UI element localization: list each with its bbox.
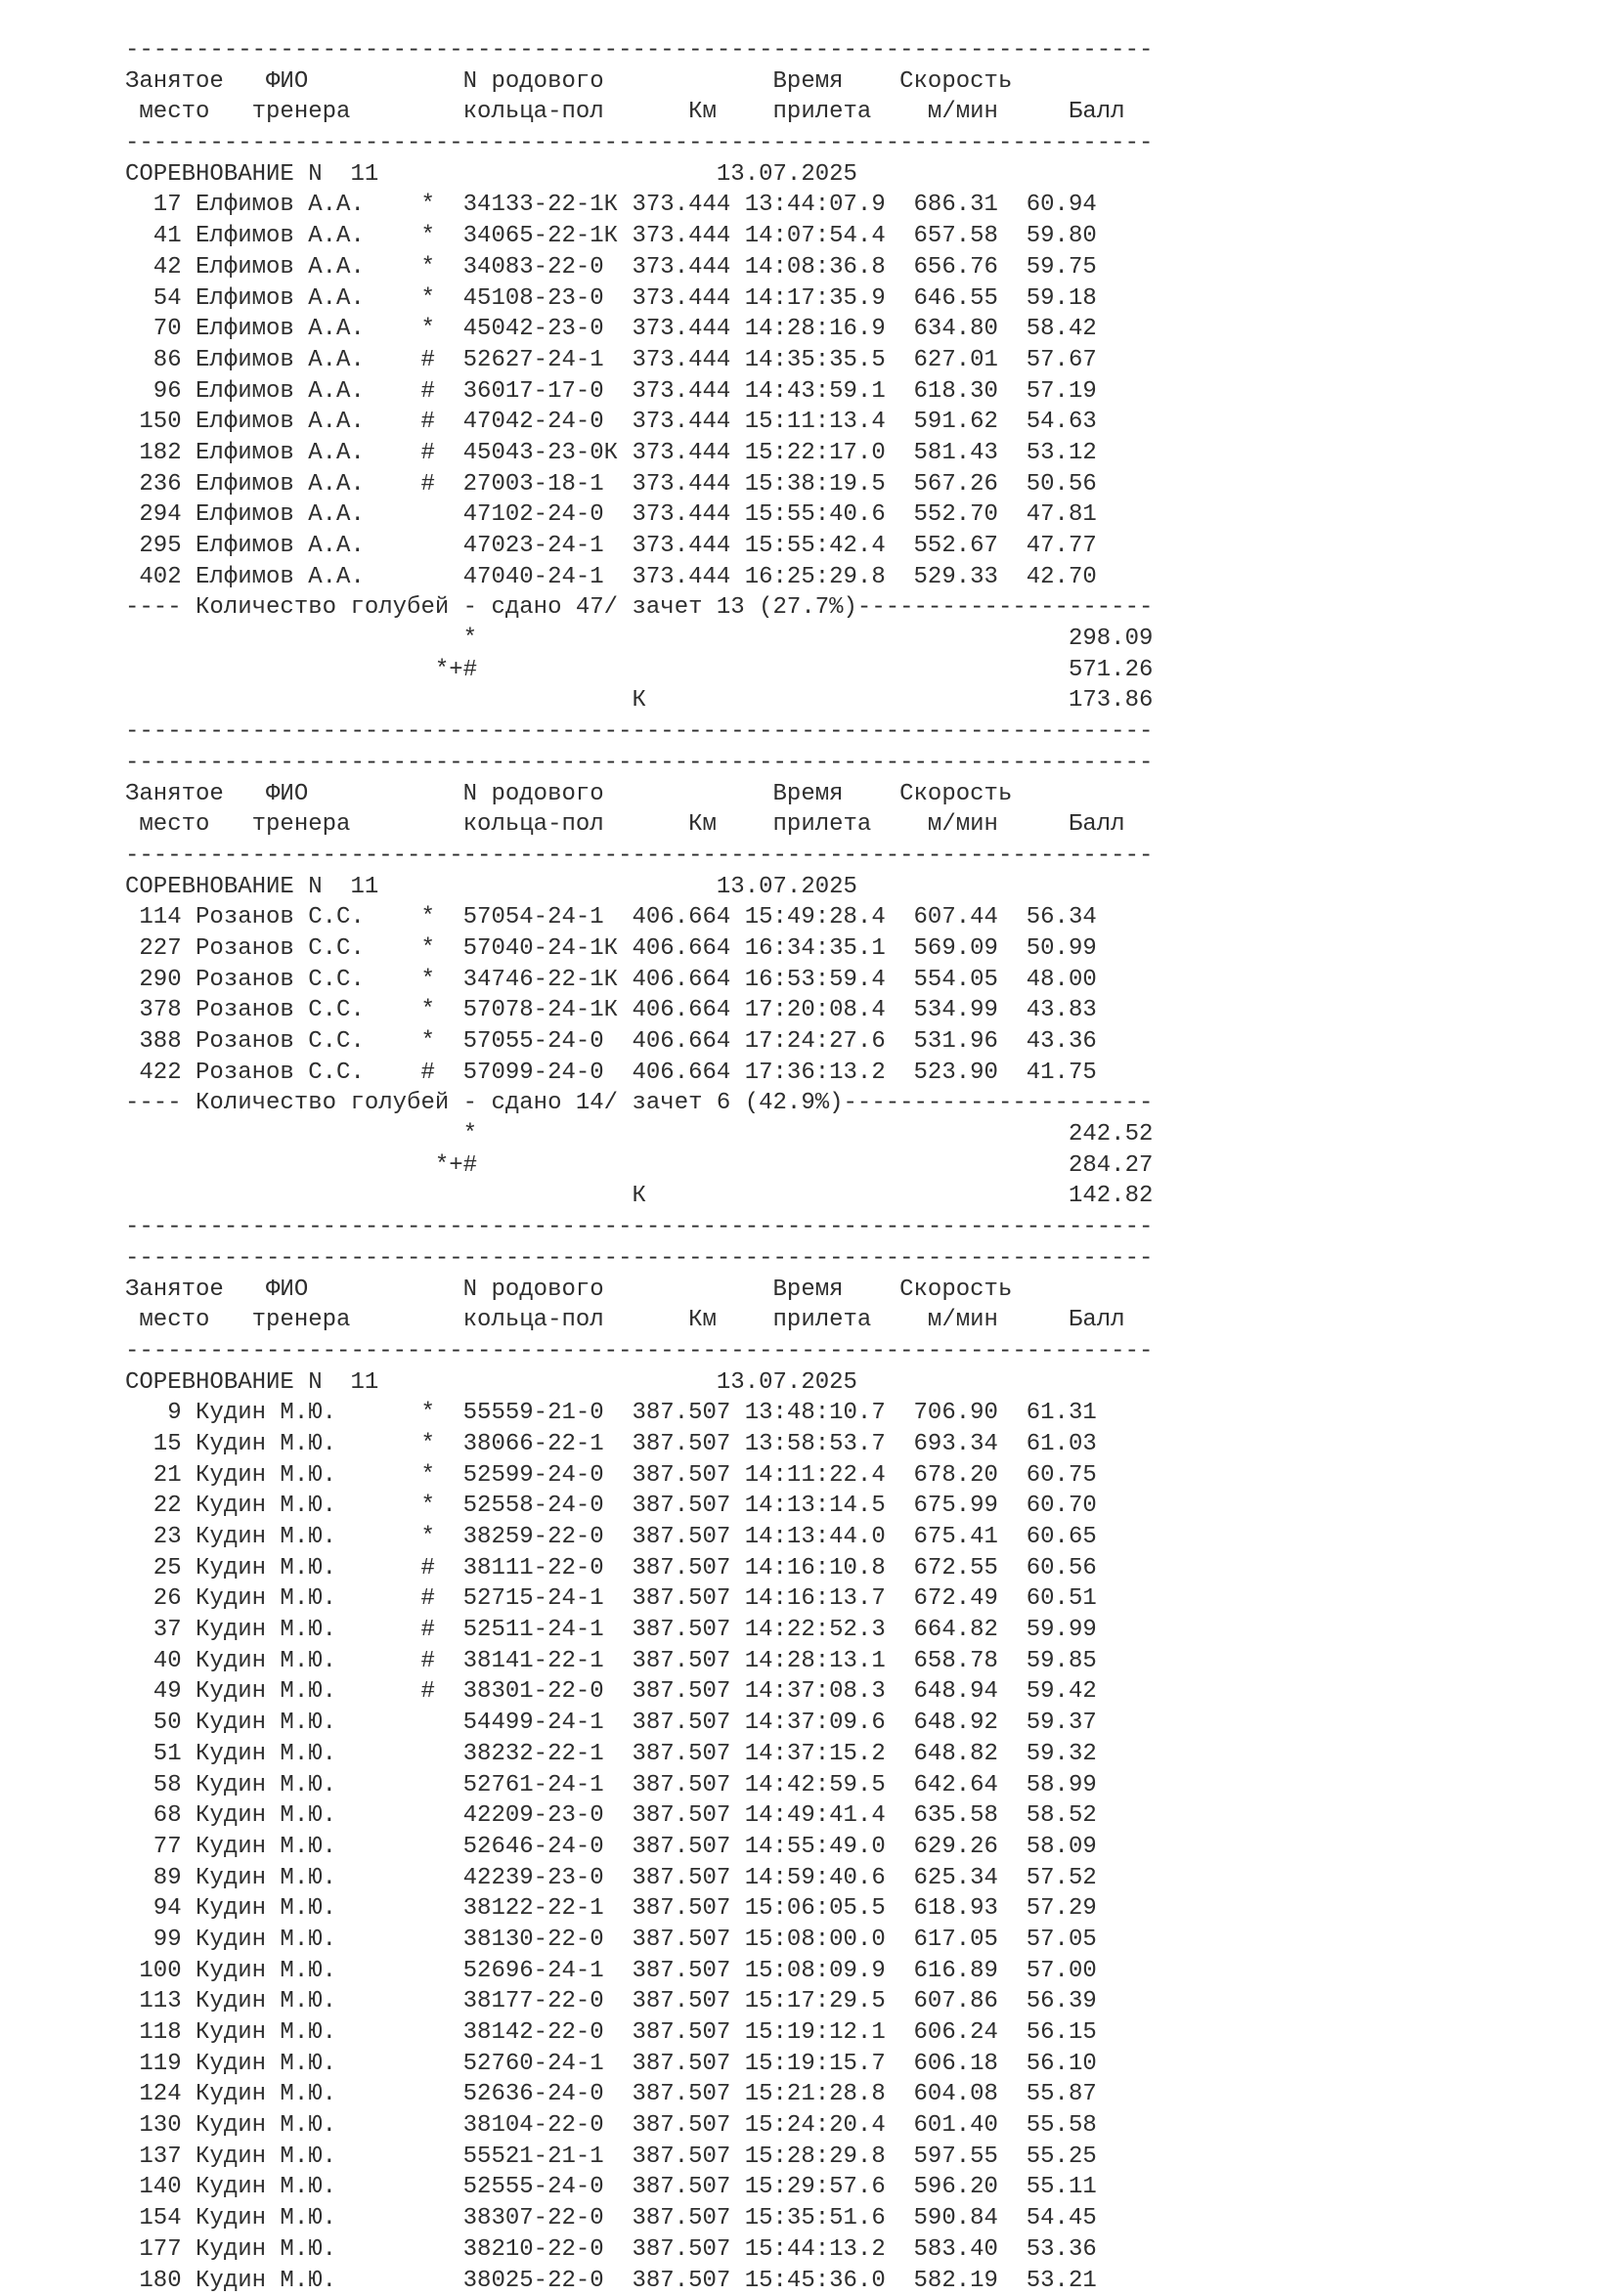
total-line: К 142.82	[125, 1181, 1153, 1212]
competition-line: СОРЕВНОВАНИЕ N 11 13.07.2025	[125, 872, 1153, 903]
result-row: 70 Елфимов А.А. * 45042-23-0 373.444 14:28:16.9 634.80 58.42	[125, 314, 1153, 345]
divider: -------------------------------------------------------------------------	[125, 1336, 1153, 1367]
result-row: 295 Елфимов А.А. 47023-24-1 373.444 15:55:42.4 552.67 47.77	[125, 531, 1153, 562]
competition-line: СОРЕВНОВАНИЕ N 11 13.07.2025	[125, 1367, 1153, 1399]
result-row: 182 Елфимов А.А. # 45043-23-0К 373.444 15:22:17.0 581.43 53.12	[125, 438, 1153, 469]
result-row: 15 Кудин М.Ю. * 38066-22-1 387.507 13:58:53.7 693.34 61.03	[125, 1429, 1153, 1460]
divider: -------------------------------------------------------------------------	[125, 1243, 1153, 1275]
section-summary: ---- Количество голубей - сдано 47/ зачет 13 (27.7%)---------------------	[125, 592, 1153, 624]
result-row: 236 Елфимов А.А. # 27003-18-1 373.444 15:38:19.5 567.26 50.56	[125, 469, 1153, 500]
result-row: 51 Кудин М.Ю. 38232-22-1 387.507 14:37:15.2 648.82 59.32	[125, 1739, 1153, 1770]
total-line: *+# 571.26	[125, 655, 1153, 686]
result-row: 96 Елфимов А.А. # 36017-17-0 373.444 14:43:59.1 618.30 57.19	[125, 376, 1153, 408]
column-header-line-1: Занятое ФИО N родового Время Скорость	[125, 779, 1153, 810]
column-header-line-2: место тренера кольца-пол Км прилета м/мин Балл	[125, 97, 1153, 128]
result-row: 9 Кудин М.Ю. * 55559-21-0 387.507 13:48:10.7 706.90 61.31	[125, 1398, 1153, 1429]
result-row: 227 Розанов С.С. * 57040-24-1К 406.664 16:34:35.1 569.09 50.99	[125, 933, 1153, 965]
result-row: 40 Кудин М.Ю. # 38141-22-1 387.507 14:28:13.1 658.78 59.85	[125, 1646, 1153, 1677]
result-row: 21 Кудин М.Ю. * 52599-24-0 387.507 14:11:22.4 678.20 60.75	[125, 1460, 1153, 1492]
result-row: 42 Елфимов А.А. * 34083-22-0 373.444 14:08:36.8 656.76 59.75	[125, 252, 1153, 283]
result-row: 26 Кудин М.Ю. # 52715-24-1 387.507 14:16:13.7 672.49 60.51	[125, 1583, 1153, 1615]
column-header-line-2: место тренера кольца-пол Км прилета м/мин Балл	[125, 1305, 1153, 1336]
result-row: 118 Кудин М.Ю. 38142-22-0 387.507 15:19:12.1 606.24 56.15	[125, 2017, 1153, 2049]
result-row: 114 Розанов С.С. * 57054-24-1 406.664 15:49:28.4 607.44 56.34	[125, 902, 1153, 933]
result-row: 388 Розанов С.С. * 57055-24-0 406.664 17:24:27.6 531.96 43.36	[125, 1026, 1153, 1058]
result-row: 25 Кудин М.Ю. # 38111-22-0 387.507 14:16:10.8 672.55 60.56	[125, 1553, 1153, 1584]
total-line: К 173.86	[125, 685, 1153, 716]
result-row: 100 Кудин М.Ю. 52696-24-1 387.507 15:08:09.9 616.89 57.00	[125, 1956, 1153, 1987]
result-row: 124 Кудин М.Ю. 52636-24-0 387.507 15:21:28.8 604.08 55.87	[125, 2079, 1153, 2110]
result-row: 86 Елфимов А.А. # 52627-24-1 373.444 14:35:35.5 627.01 57.67	[125, 345, 1153, 376]
result-row: 402 Елфимов А.А. 47040-24-1 373.444 16:25:29.8 529.33 42.70	[125, 562, 1153, 593]
result-row: 137 Кудин М.Ю. 55521-21-1 387.507 15:28:29.8 597.55 55.25	[125, 2142, 1153, 2173]
section-summary: ---- Количество голубей - сдано 14/ зачет 6 (42.9%)----------------------	[125, 1088, 1153, 1119]
result-row: 154 Кудин М.Ю. 38307-22-0 387.507 15:35:51.6 590.84 54.45	[125, 2203, 1153, 2234]
result-row: 99 Кудин М.Ю. 38130-22-0 387.507 15:08:00.0 617.05 57.05	[125, 1925, 1153, 1956]
results-document	[125, 35, 1153, 2296]
result-row: 119 Кудин М.Ю. 52760-24-1 387.507 15:19:15.7 606.18 56.10	[125, 2049, 1153, 2080]
column-header-line-2: место тренера кольца-пол Км прилета м/мин Балл	[125, 809, 1153, 841]
competition-line: СОРЕВНОВАНИЕ N 11 13.07.2025	[125, 159, 1153, 191]
divider: -------------------------------------------------------------------------	[125, 748, 1153, 779]
result-row: 49 Кудин М.Ю. # 38301-22-0 387.507 14:37:08.3 648.94 59.42	[125, 1676, 1153, 1708]
column-header-line-1: Занятое ФИО N родового Время Скорость	[125, 66, 1153, 98]
result-row: 290 Розанов С.С. * 34746-22-1К 406.664 16:53:59.4 554.05 48.00	[125, 965, 1153, 996]
result-row: 17 Елфимов А.А. * 34133-22-1К 373.444 13:44:07.9 686.31 60.94	[125, 190, 1153, 221]
result-row: 89 Кудин М.Ю. 42239-23-0 387.507 14:59:40.6 625.34 57.52	[125, 1863, 1153, 1894]
column-header-line-1: Занятое ФИО N родового Время Скорость	[125, 1275, 1153, 1306]
result-row: 54 Елфимов А.А. * 45108-23-0 373.444 14:17:35.9 646.55 59.18	[125, 283, 1153, 315]
result-row: 77 Кудин М.Ю. 52646-24-0 387.507 14:55:49.0 629.26 58.09	[125, 1832, 1153, 1863]
result-row: 130 Кудин М.Ю. 38104-22-0 387.507 15:24:20.4 601.40 55.58	[125, 2110, 1153, 2142]
total-line: *+# 284.27	[125, 1150, 1153, 1182]
divider: -------------------------------------------------------------------------	[125, 716, 1153, 748]
result-row: 422 Розанов С.С. # 57099-24-0 406.664 17:36:13.2 523.90 41.75	[125, 1058, 1153, 1089]
divider: -------------------------------------------------------------------------	[125, 841, 1153, 872]
result-row: 177 Кудин М.Ю. 38210-22-0 387.507 15:44:13.2 583.40 53.36	[125, 2234, 1153, 2266]
result-row: 58 Кудин М.Ю. 52761-24-1 387.507 14:42:59.5 642.64 58.99	[125, 1770, 1153, 1801]
divider: -------------------------------------------------------------------------	[125, 35, 1153, 66]
result-row: 140 Кудин М.Ю. 52555-24-0 387.507 15:29:57.6 596.20 55.11	[125, 2172, 1153, 2203]
result-row: 50 Кудин М.Ю. 54499-24-1 387.507 14:37:09.6 648.92 59.37	[125, 1708, 1153, 1739]
result-row: 113 Кудин М.Ю. 38177-22-0 387.507 15:17:29.5 607.86 56.39	[125, 1986, 1153, 2017]
result-row: 94 Кудин М.Ю. 38122-22-1 387.507 15:06:05.5 618.93 57.29	[125, 1893, 1153, 1925]
result-row: 23 Кудин М.Ю. * 38259-22-0 387.507 14:13:44.0 675.41 60.65	[125, 1522, 1153, 1553]
result-row: 68 Кудин М.Ю. 42209-23-0 387.507 14:49:41.4 635.58 58.52	[125, 1800, 1153, 1832]
total-line: * 298.09	[125, 624, 1153, 655]
divider: -------------------------------------------------------------------------	[125, 1212, 1153, 1243]
result-row: 22 Кудин М.Ю. * 52558-24-0 387.507 14:13:14.5 675.99 60.70	[125, 1491, 1153, 1522]
result-row: 180 Кудин М.Ю. 38025-22-0 387.507 15:45:36.0 582.19 53.21	[125, 2266, 1153, 2296]
total-line: * 242.52	[125, 1119, 1153, 1150]
result-row: 41 Елфимов А.А. * 34065-22-1К 373.444 14:07:54.4 657.58 59.80	[125, 221, 1153, 252]
divider: -------------------------------------------------------------------------	[125, 128, 1153, 159]
result-row: 294 Елфимов А.А. 47102-24-0 373.444 15:55:40.6 552.70 47.81	[125, 499, 1153, 531]
result-row: 378 Розанов С.С. * 57078-24-1К 406.664 17:20:08.4 534.99 43.83	[125, 995, 1153, 1026]
result-row: 150 Елфимов А.А. # 47042-24-0 373.444 15:11:13.4 591.62 54.63	[125, 407, 1153, 438]
result-row: 37 Кудин М.Ю. # 52511-24-1 387.507 14:22:52.3 664.82 59.99	[125, 1615, 1153, 1646]
